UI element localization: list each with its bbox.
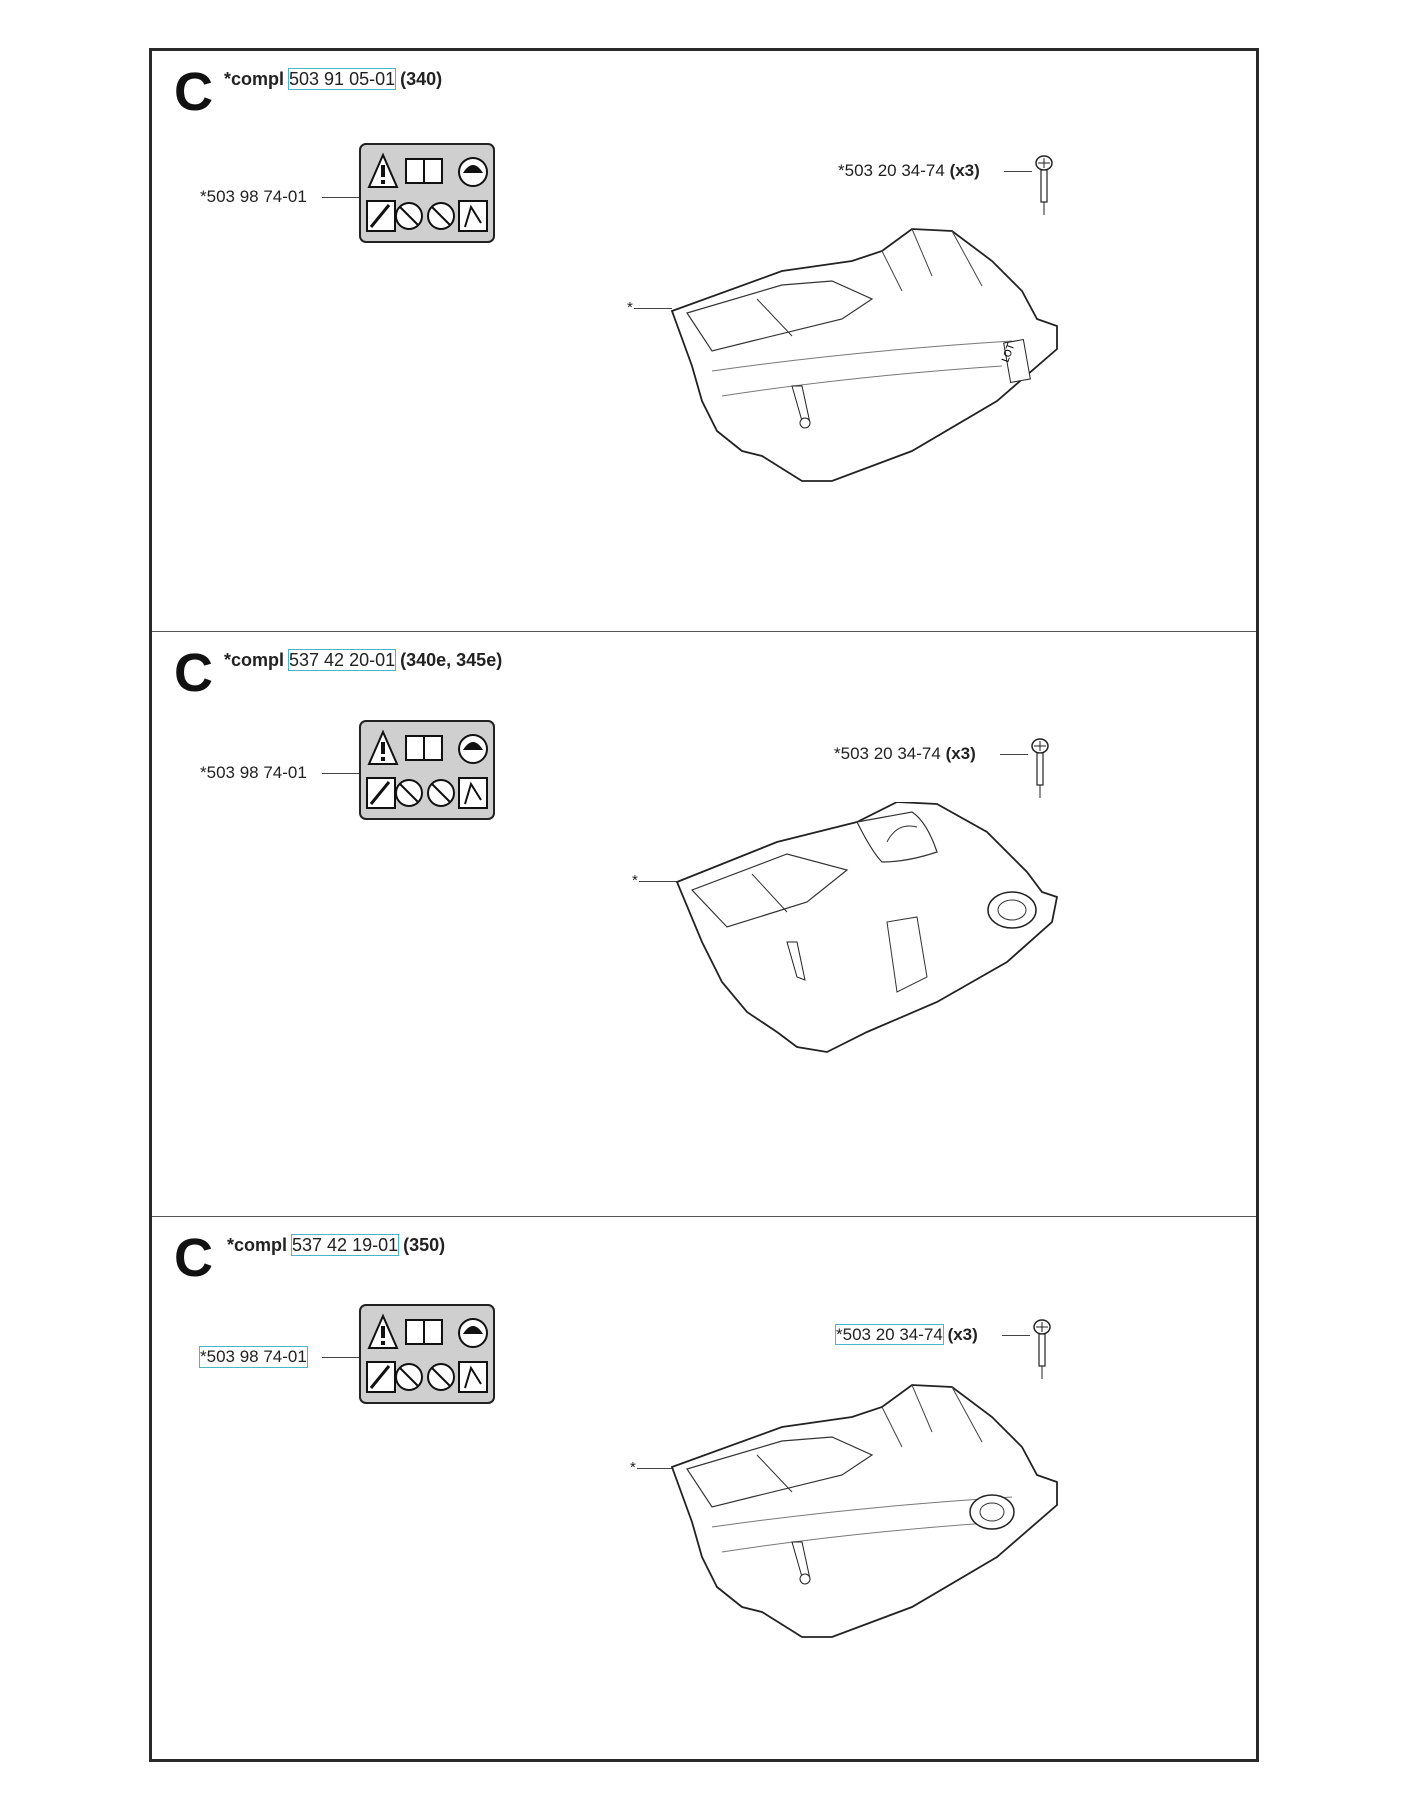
no-one-hand-icon xyxy=(396,1364,422,1390)
assembly-title xyxy=(224,650,502,671)
panel-cover-340 xyxy=(152,51,1256,631)
warning-decal xyxy=(359,720,495,820)
compl-prefix: *compl xyxy=(224,69,290,89)
cylinder-cover-drawing xyxy=(652,1357,1082,1697)
warning-decal xyxy=(359,1304,495,1404)
screw-part-number: *503 20 34-74 xyxy=(838,161,945,180)
screw-quantity: (x3) xyxy=(945,744,976,763)
assembly-part-number[interactable]: 503 91 05-01 xyxy=(289,69,396,89)
manual-book-icon xyxy=(406,159,442,183)
no-one-hand-icon xyxy=(396,203,422,229)
manual-book-icon xyxy=(406,736,442,760)
cover-part-label: * xyxy=(627,299,633,316)
panel-cover-350 xyxy=(152,1216,1256,1763)
section-letter: C xyxy=(174,62,213,122)
assembly-part-number[interactable]: 537 42 19-01 xyxy=(292,1235,399,1255)
screw-part-label xyxy=(834,744,976,764)
screw-part-label xyxy=(838,161,980,181)
decal-part-label[interactable]: *503 98 74-01 xyxy=(200,1347,307,1366)
screw-icon xyxy=(1028,738,1052,798)
protective-boots-icon xyxy=(459,1362,487,1392)
kickback-icon xyxy=(367,201,395,231)
screw-part-label xyxy=(836,1325,978,1345)
section-letter: C xyxy=(174,1228,213,1288)
decal-leader xyxy=(322,197,359,198)
screw-leader xyxy=(1004,171,1032,172)
cover-part-label: * xyxy=(632,872,638,889)
panel-cover-340e-345e xyxy=(152,631,1256,1217)
screw-quantity: (x3) xyxy=(947,1325,978,1344)
screw-leader xyxy=(1000,754,1028,755)
section-letter: C xyxy=(174,643,213,703)
compl-prefix: *compl xyxy=(227,1235,293,1255)
decal-leader xyxy=(322,773,359,774)
helmet-icon xyxy=(459,735,487,763)
chain-brake-icon xyxy=(428,780,454,806)
warning-decal xyxy=(359,143,495,243)
screw-part-number[interactable]: *503 20 34-74 xyxy=(836,1325,943,1344)
model-list: (340) xyxy=(400,69,443,89)
cover-part-label: * xyxy=(630,1459,636,1476)
protective-boots-icon xyxy=(459,201,487,231)
helmet-icon xyxy=(459,1319,487,1347)
screw-leader xyxy=(1002,1335,1030,1336)
cylinder-cover-drawing xyxy=(652,201,1082,541)
compl-prefix: *compl xyxy=(224,650,290,670)
assembly-title xyxy=(224,69,442,90)
screw-quantity: (x3) xyxy=(949,161,980,180)
assembly-title xyxy=(227,1235,445,1256)
kickback-icon xyxy=(367,1362,395,1392)
protective-boots-icon xyxy=(459,778,487,808)
cylinder-cover-drawing xyxy=(657,802,1087,1142)
svg-text:LOT: LOT xyxy=(1000,342,1018,365)
decal-part-label: *503 98 74-01 xyxy=(200,763,307,782)
helmet-icon xyxy=(459,158,487,186)
model-list: (340e, 345e) xyxy=(400,650,503,670)
decal-part-label: *503 98 74-01 xyxy=(200,187,307,206)
kickback-icon xyxy=(367,778,395,808)
chain-brake-icon xyxy=(428,203,454,229)
screw-part-number: *503 20 34-74 xyxy=(834,744,941,763)
assembly-part-number[interactable]: 537 42 20-01 xyxy=(289,650,396,670)
chain-brake-icon xyxy=(428,1364,454,1390)
no-one-hand-icon xyxy=(396,780,422,806)
model-list: (350) xyxy=(403,1235,446,1255)
manual-book-icon xyxy=(406,1320,442,1344)
decal-leader xyxy=(322,1357,359,1358)
diagram-frame xyxy=(149,48,1259,1762)
